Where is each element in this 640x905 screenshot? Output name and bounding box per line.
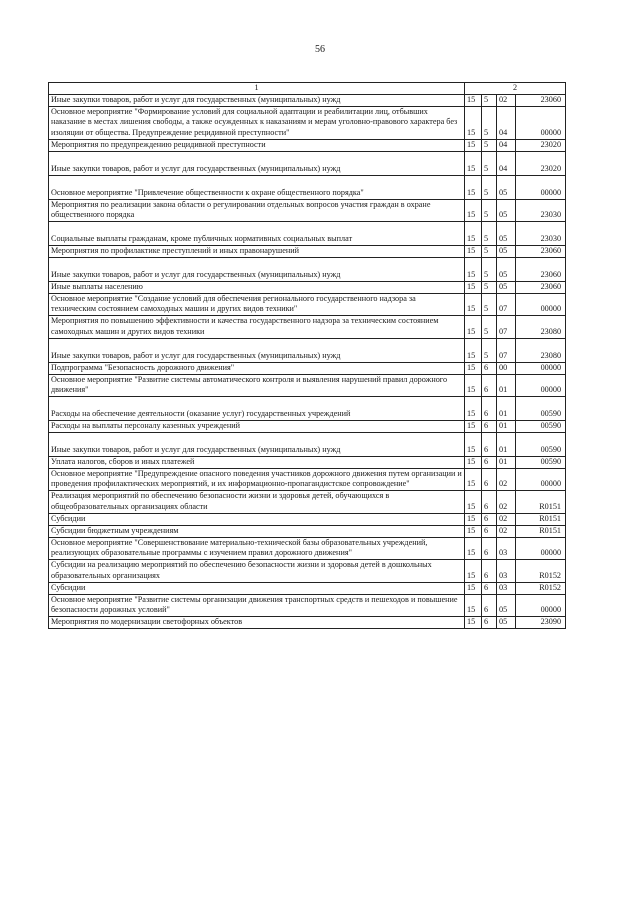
spacer-cell bbox=[49, 432, 465, 445]
table-row bbox=[49, 188, 566, 199]
row-code-direction: 23020 bbox=[516, 164, 566, 175]
row-code-direction: 00000 bbox=[516, 106, 566, 139]
row-description: Иные закупки товаров, работ и услуг для государственных (муниципальных) нужд bbox=[49, 94, 465, 106]
row-description: Основное мероприятие "Предупреждение опасного поведения участников дорожного движения путем организации и проведения профилактических мероприятий, и их информационно-пропагандистское сопровождение" bbox=[49, 468, 465, 491]
table-row bbox=[49, 316, 566, 339]
spacer-row bbox=[49, 397, 566, 410]
row-code-activity: 03 bbox=[497, 582, 516, 594]
table-row bbox=[49, 537, 566, 560]
table-row bbox=[49, 94, 566, 106]
budget-table bbox=[48, 82, 566, 629]
row-code-activity: 02 bbox=[497, 94, 516, 106]
row-description: Основное мероприятие "Привлечение общественности к охране общественного порядка" bbox=[49, 188, 465, 199]
row-description: Субсидии bbox=[49, 582, 465, 594]
row-code-activity: 05 bbox=[497, 199, 516, 222]
row-code-program: 15 bbox=[465, 281, 482, 293]
spacer-cell bbox=[497, 397, 516, 410]
row-code-program: 15 bbox=[465, 140, 482, 152]
table-row bbox=[49, 293, 566, 316]
row-code-direction: 00590 bbox=[516, 409, 566, 420]
spacer-cell bbox=[516, 432, 566, 445]
row-description: Уплата налогов, сборов и иных платежей bbox=[49, 456, 465, 468]
row-code-direction: 00000 bbox=[516, 594, 566, 617]
spacer-cell bbox=[49, 175, 465, 188]
row-code-subprogram: 6 bbox=[482, 537, 497, 560]
spacer-cell bbox=[497, 222, 516, 235]
row-code-subprogram: 5 bbox=[482, 234, 497, 245]
row-code-subprogram: 5 bbox=[482, 246, 497, 258]
row-code-direction: 00000 bbox=[516, 362, 566, 374]
table-header-row bbox=[49, 83, 566, 95]
row-code-subprogram: 6 bbox=[482, 582, 497, 594]
row-code-activity: 05 bbox=[497, 594, 516, 617]
row-code-program: 15 bbox=[465, 188, 482, 199]
spacer-cell bbox=[49, 257, 465, 270]
row-code-subprogram: 6 bbox=[482, 468, 497, 491]
row-description: Расходы на обеспечение деятельности (оказание услуг) государственных учреждений bbox=[49, 409, 465, 420]
spacer-cell bbox=[482, 222, 497, 235]
row-code-subprogram: 5 bbox=[482, 281, 497, 293]
row-code-direction: R0151 bbox=[516, 525, 566, 537]
row-code-subprogram: 6 bbox=[482, 525, 497, 537]
row-code-activity: 01 bbox=[497, 409, 516, 420]
spacer-cell bbox=[516, 338, 566, 351]
table-row bbox=[49, 594, 566, 617]
row-description: Субсидии bbox=[49, 513, 465, 525]
table-row bbox=[49, 270, 566, 281]
spacer-cell bbox=[516, 175, 566, 188]
row-code-direction: 23030 bbox=[516, 199, 566, 222]
spacer-cell bbox=[465, 257, 482, 270]
table-row bbox=[49, 106, 566, 139]
spacer-cell bbox=[497, 175, 516, 188]
row-code-program: 15 bbox=[465, 468, 482, 491]
row-code-program: 15 bbox=[465, 270, 482, 281]
spacer-cell bbox=[482, 175, 497, 188]
table-row bbox=[49, 456, 566, 468]
spacer-cell bbox=[482, 397, 497, 410]
row-code-activity: 03 bbox=[497, 537, 516, 560]
table-row bbox=[49, 491, 566, 514]
row-code-program: 15 bbox=[465, 491, 482, 514]
table-body bbox=[49, 83, 566, 629]
row-description: Иные закупки товаров, работ и услуг для государственных (муниципальных) нужд bbox=[49, 445, 465, 456]
row-code-direction: 00000 bbox=[516, 374, 566, 397]
spacer-cell bbox=[482, 338, 497, 351]
table-row bbox=[49, 140, 566, 152]
spacer-cell bbox=[49, 151, 465, 164]
row-code-activity: 02 bbox=[497, 468, 516, 491]
spacer-cell bbox=[49, 222, 465, 235]
row-code-subprogram: 5 bbox=[482, 199, 497, 222]
row-code-activity: 05 bbox=[497, 188, 516, 199]
row-code-subprogram: 6 bbox=[482, 456, 497, 468]
spacer-cell bbox=[482, 432, 497, 445]
row-description: Мероприятия по предупреждению рецидивной преступности bbox=[49, 140, 465, 152]
row-description: Субсидии на реализацию мероприятий по обеспечению безопасности жизни и здоровья детей в дошкольных образовательных организациях bbox=[49, 560, 465, 583]
row-code-direction: 23030 bbox=[516, 234, 566, 245]
row-code-direction: 23080 bbox=[516, 351, 566, 362]
row-code-program: 15 bbox=[465, 409, 482, 420]
row-description: Мероприятия по модернизации светофорных объектов bbox=[49, 617, 465, 629]
row-code-activity: 02 bbox=[497, 525, 516, 537]
row-code-direction: 00590 bbox=[516, 421, 566, 433]
row-code-activity: 05 bbox=[497, 281, 516, 293]
row-code-direction: R0152 bbox=[516, 560, 566, 583]
row-code-direction: 00000 bbox=[516, 537, 566, 560]
spacer-row bbox=[49, 338, 566, 351]
header-column-1: 1 bbox=[49, 83, 465, 95]
row-code-subprogram: 5 bbox=[482, 316, 497, 339]
row-code-subprogram: 5 bbox=[482, 164, 497, 175]
row-description: Социальные выплаты гражданам, кроме публичных нормативных социальных выплат bbox=[49, 234, 465, 245]
row-code-subprogram: 6 bbox=[482, 445, 497, 456]
row-description: Основное мероприятие "Совершенствование материально-технической базы образовательных учреждений, реализующих образовательные программы с изучением правил дорожного движения" bbox=[49, 537, 465, 560]
spacer-cell bbox=[465, 222, 482, 235]
table-row bbox=[49, 513, 566, 525]
row-code-program: 15 bbox=[465, 106, 482, 139]
spacer-row bbox=[49, 257, 566, 270]
row-code-program: 15 bbox=[465, 164, 482, 175]
row-code-program: 15 bbox=[465, 537, 482, 560]
row-code-subprogram: 5 bbox=[482, 188, 497, 199]
row-description: Основное мероприятие "Создание условий для обеспечения регионального государственного надзора за техническим состоянием самоходных машин и других видов техники" bbox=[49, 293, 465, 316]
table-row bbox=[49, 246, 566, 258]
spacer-cell bbox=[482, 257, 497, 270]
spacer-cell bbox=[465, 151, 482, 164]
row-code-program: 15 bbox=[465, 293, 482, 316]
row-code-program: 15 bbox=[465, 513, 482, 525]
row-description: Подпрограмма "Безопасность дорожного движения" bbox=[49, 362, 465, 374]
row-code-direction: 00590 bbox=[516, 456, 566, 468]
table-row bbox=[49, 199, 566, 222]
table-row bbox=[49, 409, 566, 420]
row-code-activity: 07 bbox=[497, 293, 516, 316]
row-description: Расходы на выплаты персоналу казенных учреждений bbox=[49, 421, 465, 433]
row-description: Иные закупки товаров, работ и услуг для государственных (муниципальных) нужд bbox=[49, 351, 465, 362]
row-code-program: 15 bbox=[465, 199, 482, 222]
spacer-cell bbox=[497, 338, 516, 351]
row-code-activity: 04 bbox=[497, 164, 516, 175]
spacer-cell bbox=[49, 397, 465, 410]
spacer-row bbox=[49, 222, 566, 235]
row-description: Основное мероприятие "Развитие системы автоматического контроля и выявления нарушений правил дорожного движения" bbox=[49, 374, 465, 397]
row-code-program: 15 bbox=[465, 362, 482, 374]
row-code-direction: 23060 bbox=[516, 270, 566, 281]
row-code-direction: 23090 bbox=[516, 617, 566, 629]
row-description: Субсидии бюджетным учреждениям bbox=[49, 525, 465, 537]
row-code-subprogram: 5 bbox=[482, 293, 497, 316]
row-code-program: 15 bbox=[465, 560, 482, 583]
table-row bbox=[49, 374, 566, 397]
row-code-program: 15 bbox=[465, 445, 482, 456]
row-description: Основное мероприятие "Формирование условий для социальной адаптации и реабилитации лиц, отбывших наказание в местах лишения свободы, а также осужденных к наказаниям и мерам уголовно-правового характера без изоляции от общества. Предупреждение рецидивной преступности" bbox=[49, 106, 465, 139]
row-code-direction: 00000 bbox=[516, 188, 566, 199]
row-code-subprogram: 6 bbox=[482, 421, 497, 433]
row-code-program: 15 bbox=[465, 234, 482, 245]
row-description: Иные закупки товаров, работ и услуг для государственных (муниципальных) нужд bbox=[49, 270, 465, 281]
spacer-cell bbox=[516, 222, 566, 235]
row-code-direction: 23080 bbox=[516, 316, 566, 339]
table-row bbox=[49, 362, 566, 374]
table-row bbox=[49, 582, 566, 594]
row-code-activity: 04 bbox=[497, 106, 516, 139]
table-row bbox=[49, 281, 566, 293]
row-description: Основное мероприятие "Развитие системы организации движения транспортных средств и пешеходов и повышение безопасности дорожных условий" bbox=[49, 594, 465, 617]
row-code-activity: 02 bbox=[497, 513, 516, 525]
spacer-cell bbox=[465, 175, 482, 188]
spacer-cell bbox=[49, 338, 465, 351]
row-description: Мероприятия по профилактике преступлений и иных правонарушений bbox=[49, 246, 465, 258]
spacer-row bbox=[49, 432, 566, 445]
row-code-direction: 00000 bbox=[516, 468, 566, 491]
row-description: Иные выплаты населению bbox=[49, 281, 465, 293]
table-row bbox=[49, 468, 566, 491]
spacer-cell bbox=[482, 151, 497, 164]
row-description: Мероприятия по реализации закона области о регулировании отдельных вопросов участия граждан в охране общественного порядка bbox=[49, 199, 465, 222]
row-code-subprogram: 6 bbox=[482, 374, 497, 397]
row-description: Мероприятия по повышению эффективности и качества государственного надзора за техническим состоянием самоходных машин и других видов техники bbox=[49, 316, 465, 339]
row-code-program: 15 bbox=[465, 316, 482, 339]
row-code-direction: 23060 bbox=[516, 281, 566, 293]
row-code-subprogram: 5 bbox=[482, 140, 497, 152]
spacer-row bbox=[49, 175, 566, 188]
row-code-direction: 23060 bbox=[516, 94, 566, 106]
row-code-activity: 07 bbox=[497, 351, 516, 362]
row-code-activity: 05 bbox=[497, 270, 516, 281]
row-code-program: 15 bbox=[465, 94, 482, 106]
row-code-program: 15 bbox=[465, 421, 482, 433]
row-code-activity: 05 bbox=[497, 234, 516, 245]
row-code-subprogram: 6 bbox=[482, 491, 497, 514]
row-code-subprogram: 6 bbox=[482, 409, 497, 420]
spacer-cell bbox=[516, 257, 566, 270]
row-code-subprogram: 6 bbox=[482, 362, 497, 374]
spacer-cell bbox=[497, 257, 516, 270]
spacer-cell bbox=[465, 432, 482, 445]
table-row bbox=[49, 525, 566, 537]
row-code-activity: 03 bbox=[497, 560, 516, 583]
row-code-subprogram: 5 bbox=[482, 94, 497, 106]
row-code-direction: R0151 bbox=[516, 491, 566, 514]
row-code-activity: 01 bbox=[497, 374, 516, 397]
spacer-cell bbox=[497, 432, 516, 445]
table-row bbox=[49, 421, 566, 433]
row-code-activity: 01 bbox=[497, 456, 516, 468]
row-code-subprogram: 6 bbox=[482, 617, 497, 629]
row-code-program: 15 bbox=[465, 582, 482, 594]
spacer-cell bbox=[497, 151, 516, 164]
header-column-2: 2 bbox=[465, 83, 566, 95]
table-row bbox=[49, 351, 566, 362]
row-code-activity: 05 bbox=[497, 246, 516, 258]
row-code-activity: 05 bbox=[497, 617, 516, 629]
row-description: Реализация мероприятий по обеспечению безопасности жизни и здоровья детей, обучающихся в общеобразовательных организациях области bbox=[49, 491, 465, 514]
spacer-cell bbox=[465, 397, 482, 410]
row-code-activity: 01 bbox=[497, 421, 516, 433]
row-code-direction: R0152 bbox=[516, 582, 566, 594]
row-code-activity: 07 bbox=[497, 316, 516, 339]
row-code-subprogram: 6 bbox=[482, 513, 497, 525]
row-description: Иные закупки товаров, работ и услуг для государственных (муниципальных) нужд bbox=[49, 164, 465, 175]
spacer-row bbox=[49, 151, 566, 164]
table-row bbox=[49, 560, 566, 583]
row-code-program: 15 bbox=[465, 351, 482, 362]
spacer-cell bbox=[465, 338, 482, 351]
row-code-subprogram: 6 bbox=[482, 594, 497, 617]
row-code-activity: 00 bbox=[497, 362, 516, 374]
row-code-subprogram: 5 bbox=[482, 270, 497, 281]
table-row bbox=[49, 617, 566, 629]
row-code-direction: 23020 bbox=[516, 140, 566, 152]
row-code-activity: 02 bbox=[497, 491, 516, 514]
page-number: 56 bbox=[315, 44, 325, 55]
row-code-subprogram: 6 bbox=[482, 560, 497, 583]
row-code-subprogram: 5 bbox=[482, 351, 497, 362]
row-code-program: 15 bbox=[465, 617, 482, 629]
row-code-direction: 00590 bbox=[516, 445, 566, 456]
row-code-subprogram: 5 bbox=[482, 106, 497, 139]
row-code-direction: R0151 bbox=[516, 513, 566, 525]
row-code-program: 15 bbox=[465, 594, 482, 617]
row-code-direction: 23060 bbox=[516, 246, 566, 258]
row-code-activity: 01 bbox=[497, 445, 516, 456]
spacer-cell bbox=[516, 151, 566, 164]
table-row bbox=[49, 445, 566, 456]
row-code-program: 15 bbox=[465, 374, 482, 397]
row-code-activity: 04 bbox=[497, 140, 516, 152]
row-code-program: 15 bbox=[465, 246, 482, 258]
row-code-program: 15 bbox=[465, 525, 482, 537]
spacer-cell bbox=[516, 397, 566, 410]
table-row bbox=[49, 234, 566, 245]
table-row bbox=[49, 164, 566, 175]
row-code-direction: 00000 bbox=[516, 293, 566, 316]
row-code-program: 15 bbox=[465, 456, 482, 468]
